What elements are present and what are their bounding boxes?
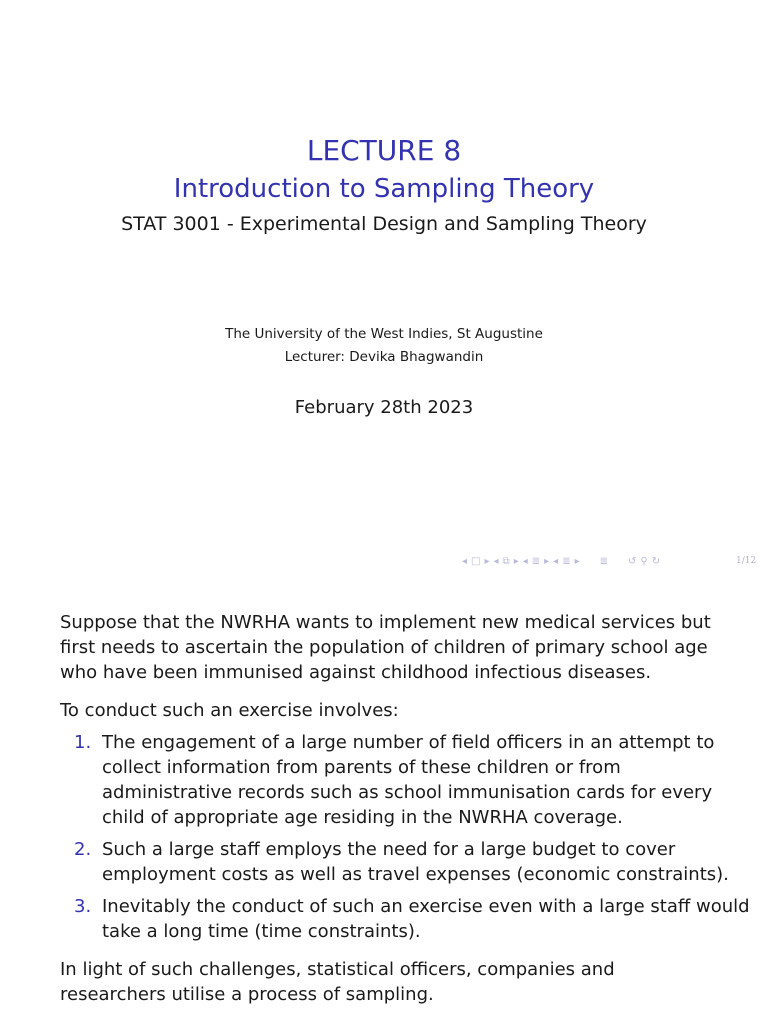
lecturer-name: Lecturer: Devika Bhagwandin: [284, 349, 484, 365]
nav-redo-icon[interactable]: ↻: [651, 556, 661, 567]
nav-next-frame-icon[interactable]: ▸: [484, 556, 490, 567]
lecture-title: LECTURE 8: [306, 134, 462, 167]
list-item-text: Inevitably the conduct of such an exercise even with a large staff would take a long time (time constraints).: [102, 896, 750, 942]
nav-search-icon[interactable]: ⚲: [640, 556, 648, 567]
course-name: STAT 3001 - Experimental Design and Sampling Theory: [121, 213, 647, 235]
nav-undo-icon[interactable]: ↺: [628, 556, 637, 567]
nav-next-section-icon[interactable]: ▸: [544, 556, 550, 567]
nav-doc-icon[interactable]: ≣: [599, 556, 609, 567]
nav-next-toc-icon[interactable]: ▸: [574, 556, 580, 567]
list-item-number: 1.: [74, 732, 92, 753]
lecture-subtitle: Introduction to Sampling Theory: [173, 174, 595, 204]
list-item-number: 3.: [74, 896, 92, 917]
nav-prev-toc-icon[interactable]: ◂: [553, 556, 559, 567]
institution: The University of the West Indies, St Augustine: [225, 326, 543, 342]
nav-prev-subsection-icon[interactable]: ◂: [493, 556, 499, 567]
content-slide: [0, 600, 768, 1024]
list-item-number: 2.: [74, 839, 92, 860]
nav-prev-frame-icon[interactable]: ◂: [462, 556, 468, 567]
nav-prev-section-icon[interactable]: ◂: [522, 556, 528, 567]
nav-section-icon[interactable]: ≣: [531, 556, 541, 567]
nav-frame-icon[interactable]: □: [471, 556, 481, 567]
list-item-text: Such a large staff employs the need for a large budget to cover employment costs as well as travel expenses (economic constraints).: [102, 839, 729, 885]
nav-toc-icon[interactable]: ≣: [562, 556, 571, 567]
intro-paragraph: Suppose that the NWRHA wants to implement new medical services but first needs to ascertain the population of children of primary school age who have been immunised against childhood infectious diseases.: [60, 612, 711, 683]
beamer-navigation-bar: [462, 553, 660, 571]
nav-next-subsection-icon[interactable]: ▸: [513, 556, 519, 567]
nav-subsection-icon[interactable]: ⧉: [502, 556, 510, 567]
lead-paragraph: To conduct such an exercise involves:: [60, 700, 399, 721]
page-indicator: 1/12: [736, 556, 757, 566]
conclusion-paragraph: In light of such challenges, statistical officers, companies and researchers utilise a process of sampling.: [60, 959, 615, 1005]
list-item-text: The engagement of a large number of field officers in an attempt to collect information from parents of these children or from administrative records such as school immunisation cards for every child of appropriate age residing in the NWRHA coverage.: [102, 732, 715, 828]
lecture-date: February 28th 2023: [294, 397, 474, 418]
